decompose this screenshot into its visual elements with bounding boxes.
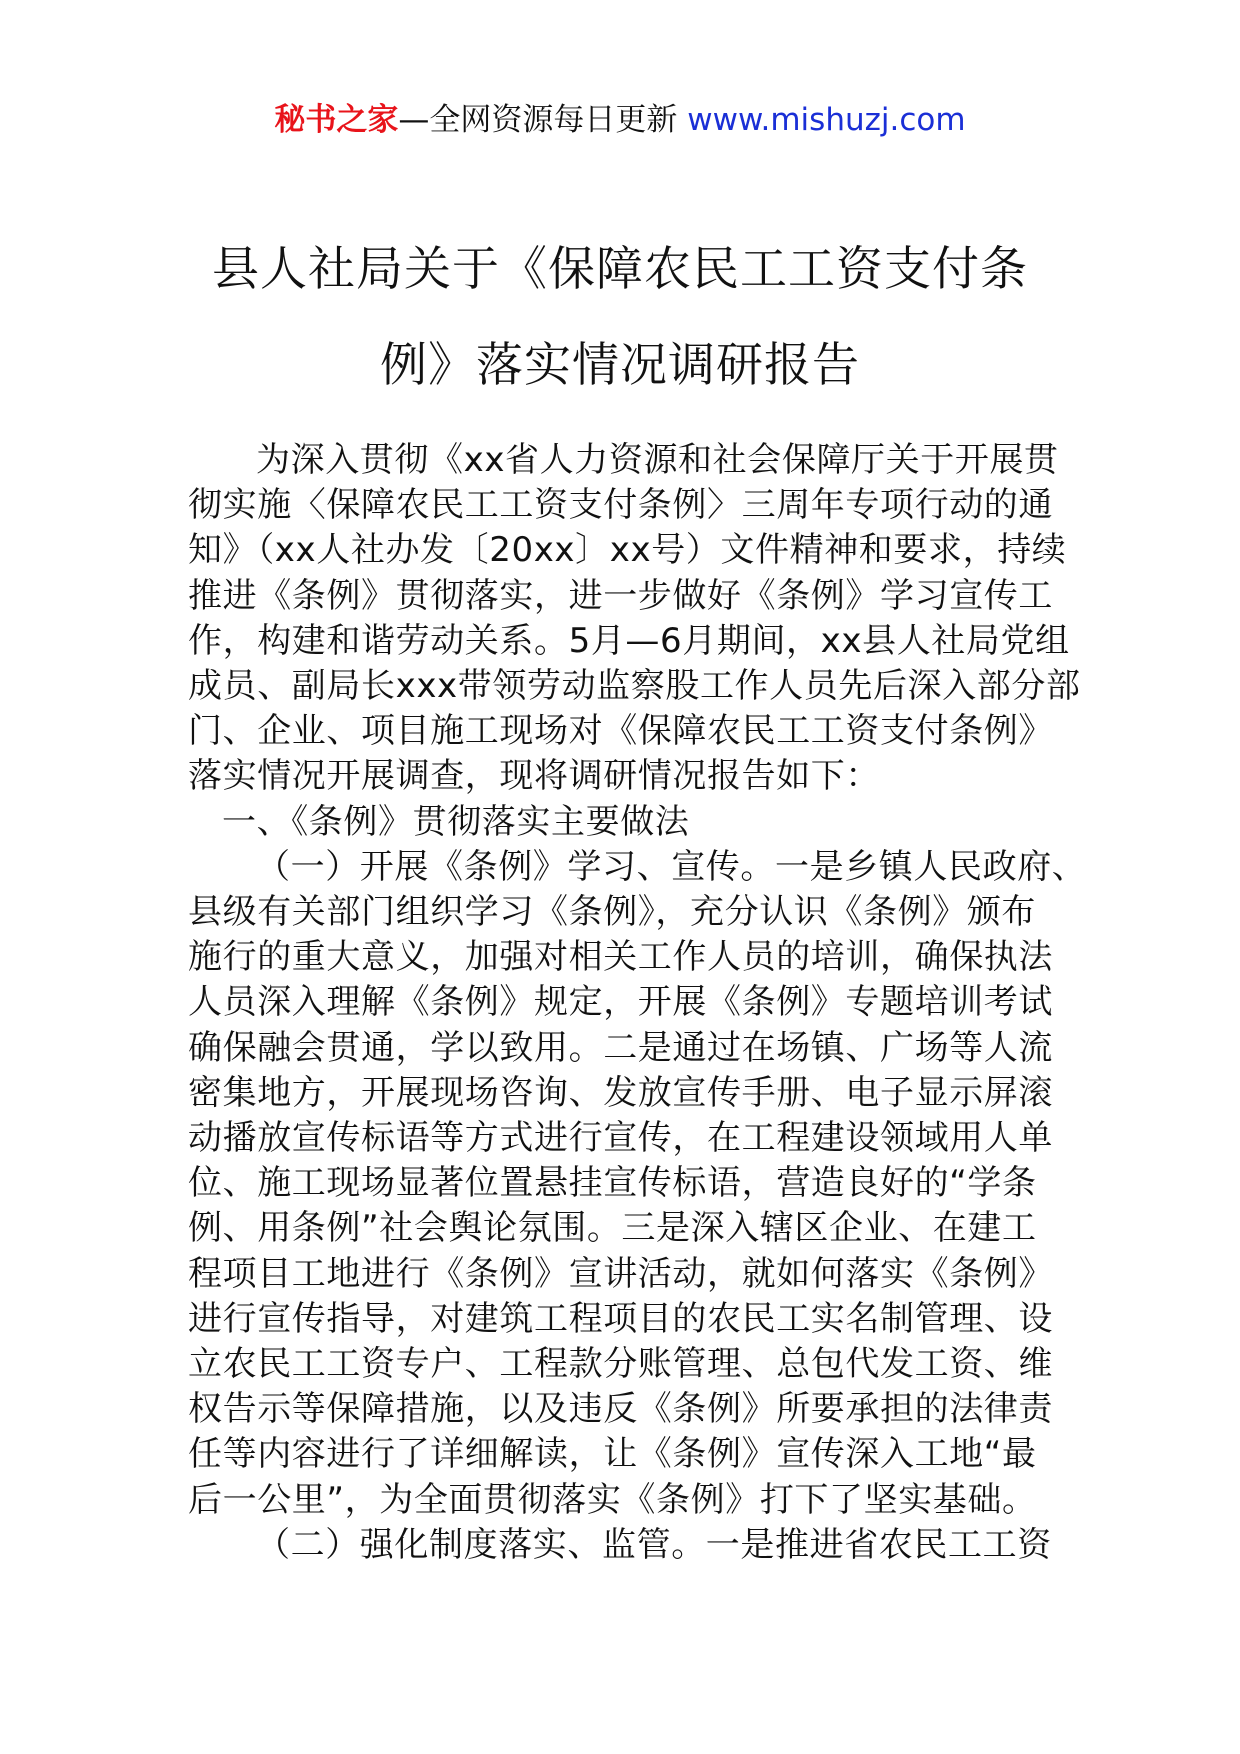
intro-paragraph [188, 438, 1081, 800]
text-line: 位、施工现场显著位置悬挂宣传标语，营造良好的“学条 [188, 1163, 1037, 1204]
text-line: 权告示等保障措施，以及违反《条例》所要承担的法律责 [188, 1389, 1053, 1430]
text-line: 密集地方，开展现场咨询、发放宣传手册、电子显示屏滚 [188, 1072, 1053, 1113]
text-line: 县级有关部门组织学习《条例》，充分认识《条例》颁布 [188, 892, 1036, 933]
text-line: 作，构建和谐劳动关系。5月—6月期间，xx县人社局党组 [188, 620, 1070, 661]
text-line: 程项目工地进行《条例》宣讲活动，就如何落实《条例》 [188, 1253, 1053, 1294]
title-line-2: 例》落实情况调研报告 [380, 338, 860, 393]
site-brand-name: 秘书之家 [274, 102, 399, 138]
text-line: 确保融会贯通，学以致用。二是通过在场镇、广场等人流 [188, 1027, 1053, 1068]
text-line: 成员、副局长xxx带领劳动监察股工作人员先后深入部分部 [188, 666, 1081, 707]
text-line: （二）强化制度落实、监管。一是推进省农民工工资 [256, 1524, 1052, 1565]
text-line: 后一公里”，为全面贯彻落实《条例》打下了坚实基础。 [188, 1479, 1037, 1520]
site-url-link[interactable]: www.mishuzj.com [687, 102, 966, 138]
text-line: 为深入贯彻《xx省人力资源和社会保障厅关于开展贯 [256, 440, 1059, 480]
text-line: 进行宣传指导，对建筑工程项目的农民工实名制管理、设 [188, 1298, 1053, 1339]
subsection-paragraph [188, 845, 1087, 1523]
site-slogan: —全网资源每日更新 [398, 102, 678, 138]
site-header-banner [0, 98, 1240, 142]
document-body [188, 438, 1087, 1568]
text-line: 落实情况开展调查，现将调研情况报告如下： [188, 756, 880, 797]
document-title [0, 222, 1240, 414]
text-line: 知》（xx人社办发〔20xx〕xx号）文件精神和要求，持续 [188, 530, 1067, 571]
subsection-paragraph [188, 1523, 1060, 1568]
text-line: 立农民工工资专户、工程款分账管理、总包代发工资、维 [188, 1344, 1053, 1385]
text-line: 动播放宣传标语等方式进行宣传，在工程建设领域用人单 [188, 1118, 1053, 1159]
text-line: 例、用条例”社会舆论氛围。三是深入辖区企业、在建工 [188, 1208, 1037, 1249]
text-line: 彻实施〈保障农民工工资支付条例〉三周年专项行动的通 [188, 485, 1053, 526]
title-line-1: 县人社局关于《保障农民工工资支付条 [212, 242, 1028, 297]
text-line: 施行的重大意义，加强对相关工作人员的培训，确保执法 [188, 937, 1053, 978]
section-heading [188, 800, 1060, 845]
text-line: 任等内容进行了详细解读，让《条例》宣传深入工地“最 [188, 1434, 1037, 1475]
text-line: 推进《条例》贯彻落实，进一步做好《条例》学习宣传工 [188, 575, 1053, 616]
section-heading-text: 一、《条例》贯彻落实主要做法 [222, 801, 690, 842]
text-line: （一）开展《条例》学习、宣传。一是乡镇人民政府、 [256, 846, 1087, 887]
text-line: 人员深入理解《条例》规定，开展《条例》专题培训考试 [188, 982, 1053, 1023]
text-line: 门、企业、项目施工现场对《保障农民工工资支付条例》 [188, 711, 1053, 752]
